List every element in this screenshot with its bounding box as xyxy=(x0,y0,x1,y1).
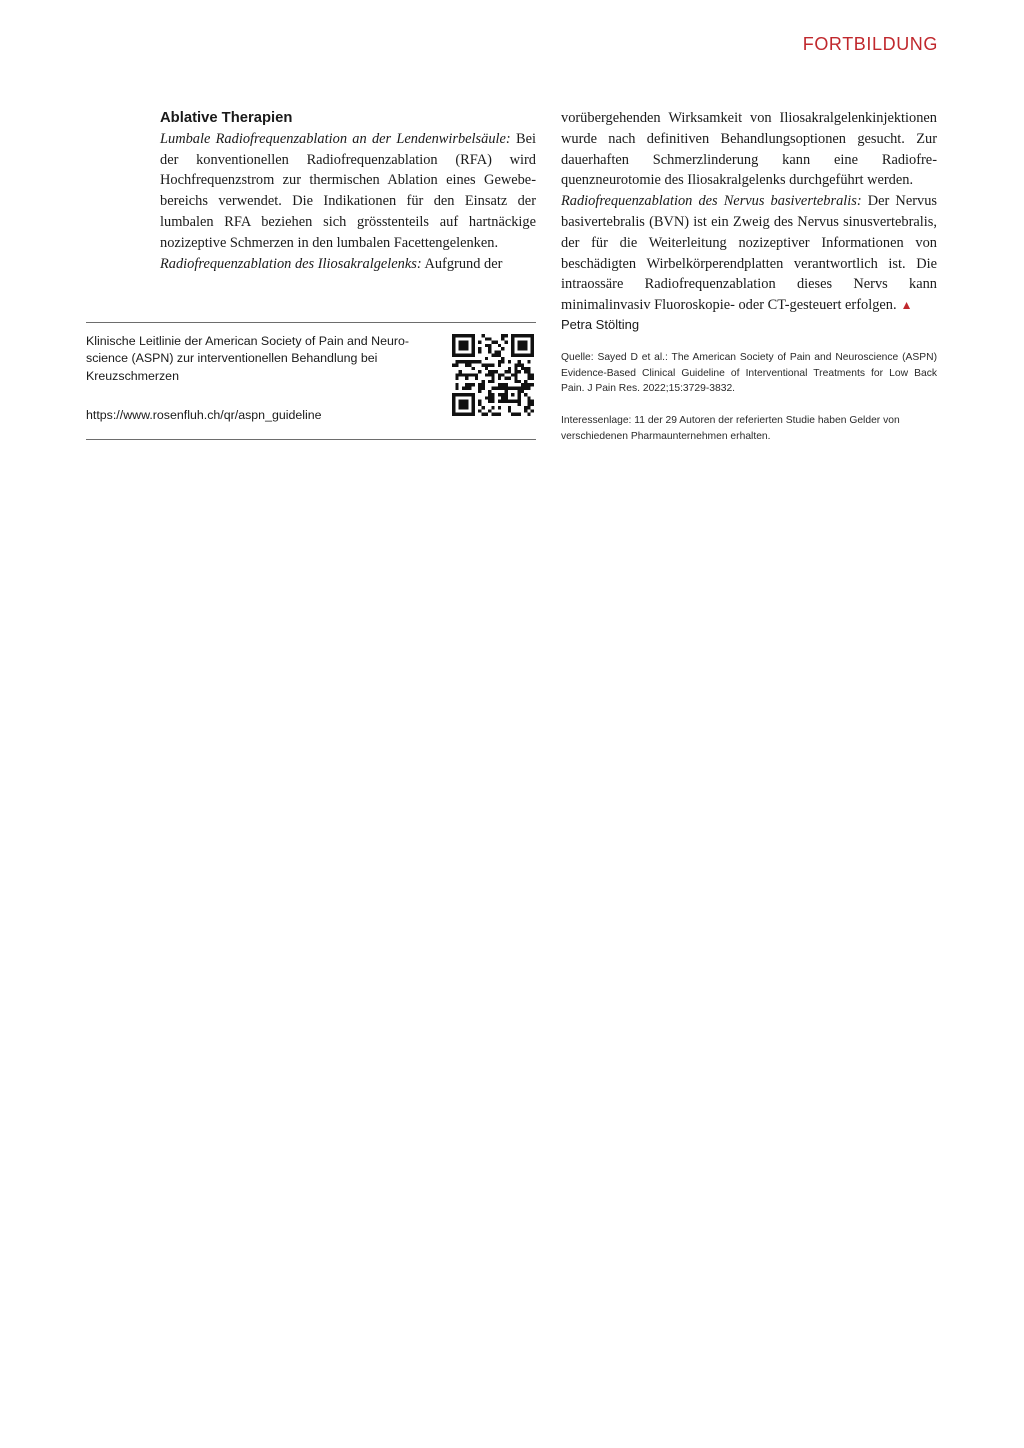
guideline-info-box xyxy=(86,322,536,440)
body-lumbar-rfa: Bei der konventionellen Radiofrequenzablation (RFA) wird Hochfrequenzstrom zur thermischen Ablation eines Gewebebereichs verwendet. Die Indikationen für den Einsatz der lumbalen RFA beziehen sich grösstenteils auf hartnäckige nozizeptive Schmerzen in den lumbalen Facettengelenken. xyxy=(160,130,536,251)
conflict-of-interest: Interessenlage: 11 der 29 Autoren der referierten Studie haben Gelder von verschiedenen Pharmaunternehmen erhalten. xyxy=(561,415,900,442)
subhead-lumbar-rfa: Lumbale Radiofrequenzablation an der Lendenwirbelsäule: xyxy=(160,130,511,147)
subhead-bvn-rfa: Radiofrequenzablation des Nervus basivertebralis: xyxy=(561,193,862,210)
source-citation: Quelle: Sayed D et al.: The American Society of Pain and Neuroscience (ASPN) Evidence-Based Clinical Guideline of Interventional Treatments for Low Back Pain. J Pain Res. 2022;15:3729-3832. xyxy=(561,352,937,395)
qr-code-icon[interactable] xyxy=(452,334,534,416)
guideline-description: Klinische Leitlinie der American Society of Pain and Neuroscience (ASPN) zur interventionellen Behandlung bei Kreuzschmerzen xyxy=(86,334,410,383)
body-bvn-rfa: Der Nervus basivertebralis (BVN) ist ein Zweig des Nervus sinusvertebralis, der für die Weiterleitung nozizeptiver Informationen von beschädigten Wirbelkörperendplatten verantwortlich ist. Die intraossäre Radiofrequenzablation dieses Nervs kann minimalinvasiv Fluoroskopie- oder CT-gesteuert erfolgen. xyxy=(561,193,937,314)
author-name: Petra Stölting xyxy=(561,317,640,332)
section-label: FORTBILDUNG xyxy=(802,34,938,54)
paragraph-bvn-rfa xyxy=(561,191,937,316)
paragraph-iliosacral-continued: vorübergehenden Wirksamkeit von Iliosakralgelenkinjektionen wurde nach definitiven Behandlungsoptionen gesucht. Zur dauerhaften Schmerzlinderung kann eine Radiofrequenzneurotomie des Iliosakralgelenks durchgeführt werden. xyxy=(561,110,937,189)
paragraph-lumbar-rfa xyxy=(160,129,536,254)
paragraph-iliosacral-rfa xyxy=(160,254,536,275)
body-iliosacral-rfa: Aufgrund der xyxy=(421,255,503,272)
article-column-right xyxy=(561,108,937,316)
article-heading: Ablative Therapien xyxy=(160,110,293,126)
article-column-left xyxy=(160,108,536,274)
guideline-link[interactable]: https://www.rosenfluh.ch/qr/aspn_guideline xyxy=(86,408,322,422)
subhead-iliosacral-rfa: Radiofrequenzablation des Iliosakralgelenks: xyxy=(160,255,422,272)
end-triangle-icon: ▲ xyxy=(900,298,913,313)
